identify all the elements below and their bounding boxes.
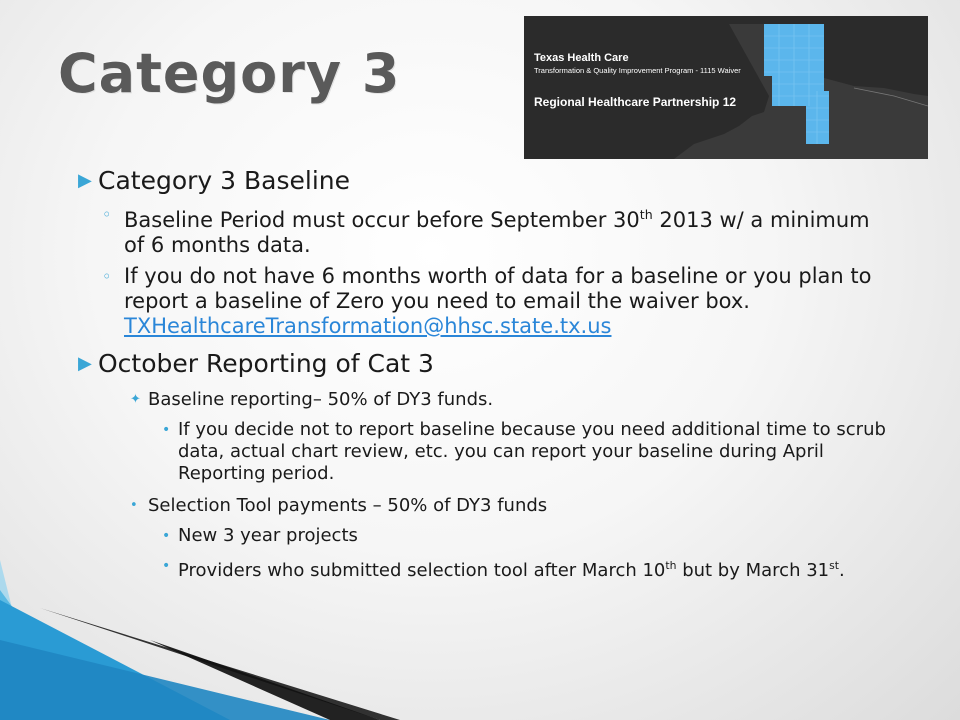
superscript-th: th	[639, 207, 653, 222]
bullet-text: If you decide not to report baseline because you need additional time to scrub data, actual chart review, etc. you can report your baseline during April Reporting period.	[178, 419, 886, 484]
sub-bullet-baseline-reporting	[74, 389, 894, 411]
rhp-logo	[524, 16, 928, 159]
superscript-th: th	[665, 559, 677, 572]
sub-sub-bullet-providers	[74, 555, 894, 582]
sub-bullet-baseline-period	[74, 202, 894, 258]
bullet-text-a: Baseline Period must occur before September 30	[124, 208, 640, 232]
sub-sub-bullet-decide-not-report	[74, 419, 894, 485]
star-bullet-icon: ✦	[130, 392, 141, 407]
bullet-text: Category 3 Baseline	[98, 166, 350, 195]
bullet-text-a: Providers who submitted selection tool after March 10	[178, 560, 666, 581]
sub-bullet-selection-tool	[74, 495, 894, 517]
dot-bullet-icon: •	[162, 422, 171, 438]
waiver-email-link[interactable]: TXHealthcareTransformation@hhsc.state.tx.us	[124, 314, 612, 338]
slide-body	[74, 158, 894, 582]
logo-line-2: Transformation & Quality Improvement Program - 1115 Waiver	[534, 66, 741, 75]
dot-bullet-icon: •	[130, 498, 138, 513]
bullet-text: If you do not have 6 months worth of data for a baseline or you plan to report a baseline of Zero you need to email the waiver box.	[124, 264, 872, 313]
bullet-text-b: but by March 31	[676, 560, 830, 581]
arrow-bullet-icon: ▶	[78, 353, 92, 374]
ring-bullet-icon: ◦	[102, 267, 112, 286]
ring-bullet-icon: ◦	[102, 205, 112, 224]
logo-line-3: Regional Healthcare Partnership 12	[534, 95, 737, 109]
dot-bullet-icon: •	[162, 528, 171, 544]
slide-title: Category 3	[58, 42, 401, 105]
bullet-october-reporting	[74, 349, 894, 379]
bullet-text: New 3 year projects	[178, 525, 358, 546]
sub-sub-bullet-new-projects	[74, 525, 894, 547]
bullet-text: October Reporting of Cat 3	[98, 349, 434, 378]
logo-line-1: Texas Health Care	[534, 52, 629, 64]
arrow-bullet-icon: ▶	[78, 170, 92, 191]
dot-bullet-icon: •	[162, 558, 171, 574]
superscript-st: st	[829, 559, 839, 572]
bullet-category3-baseline	[74, 166, 894, 196]
bullet-text-c: .	[838, 560, 845, 581]
bullet-text-b: 2013 w/ a minimum of 6 months data.	[124, 208, 870, 257]
bullet-text: Selection Tool payments – 50% of DY3 funds	[148, 495, 548, 516]
bullet-text: Baseline reporting– 50% of DY3 funds.	[148, 389, 494, 410]
sub-bullet-no-baseline	[74, 264, 894, 339]
